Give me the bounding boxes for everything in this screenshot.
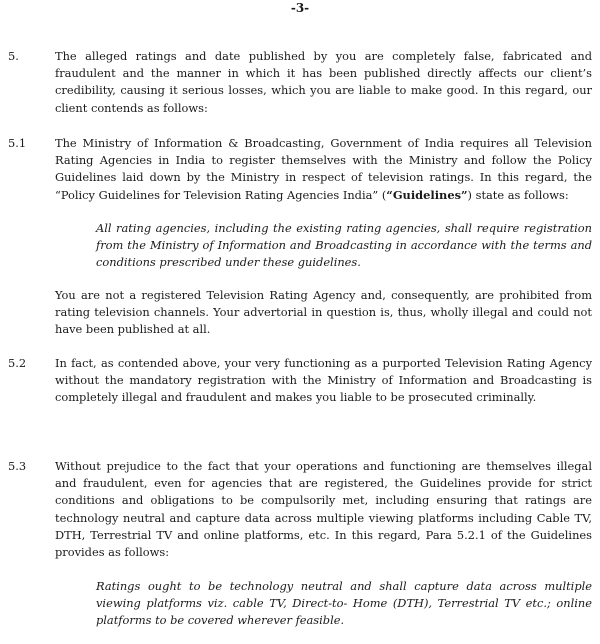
paragraph-5-1-followup: You are not a registered Television Rating Agency and, consequently, are prohibited from rating television channels. Your advertorial in question is, thus, wholly illegal and could not have been published at all. bbox=[55, 288, 592, 337]
paragraph-number: 5.1 bbox=[8, 136, 27, 150]
paragraph-text: In fact, as contended above, your very functioning as a purported Television Rating Agency without the mandatory registration with the Ministry of Information and Broadcasting is completely illegal and fraudulent and makes you liable to be prosecuted criminally. bbox=[55, 356, 592, 405]
para-5-2-1-quote: Ratings ought to be technology neutral and shall capture data across multiple viewing platforms viz. cable TV, Direct-to- Home (DTH), Terrestrial TV etc.; online platforms to be covered wherever feasible. bbox=[96, 579, 592, 628]
paragraph-text: Without prejudice to the fact that your operations and functioning are themselves illegal and fraudulent, even for agencies that are registered, the Guidelines provide for strict conditions and obligations to be compulsorily met, including ensuring that ratings are technology neutral and capture data across multiple viewing platforms including Cable TV, DTH, Terrestrial TV and online platforms, etc. In this regard, Para 5.2.1 of the Guidelines provides as follows: bbox=[55, 459, 592, 560]
guidelines-quote: All rating agencies, including the existing rating agencies, shall require registration from the Ministry of Information and Broadcasting in accordance with the terms and conditions prescribed under these guidelines. bbox=[96, 221, 592, 270]
paragraph-5-3 bbox=[8, 458, 592, 561]
page-number: -3- bbox=[290, 1, 310, 15]
paragraph-number: 5. bbox=[8, 49, 19, 63]
paragraph-text-lead: The Ministry of Information & Broadcasting, Government of India requires all Television Rating Agencies in India to register themselves with the Ministry and follow the Policy Guidelines laid down by the Ministry in respect of television ratings. In this regard, the “Policy Guidelines for Television Rating Agencies India” ( bbox=[55, 136, 592, 202]
paragraph-text: The alleged ratings and date published by you are completely false, fabricated and fraudulent and the manner in which it has been published directly affects our client’s credibility, causing it serious losses, which you are liable to make good. In this regard, our client contends as follows: bbox=[55, 49, 592, 115]
paragraph-5 bbox=[8, 48, 592, 117]
paragraph-number: 5.2 bbox=[8, 356, 27, 370]
paragraph-text bbox=[55, 135, 592, 204]
paragraph-5-2 bbox=[8, 355, 592, 407]
paragraph-number: 5.3 bbox=[8, 459, 27, 473]
paragraph-text-tail: ) state as follows: bbox=[467, 187, 569, 202]
paragraph-5-1 bbox=[8, 135, 592, 204]
defined-term: “Guidelines” bbox=[386, 187, 468, 202]
